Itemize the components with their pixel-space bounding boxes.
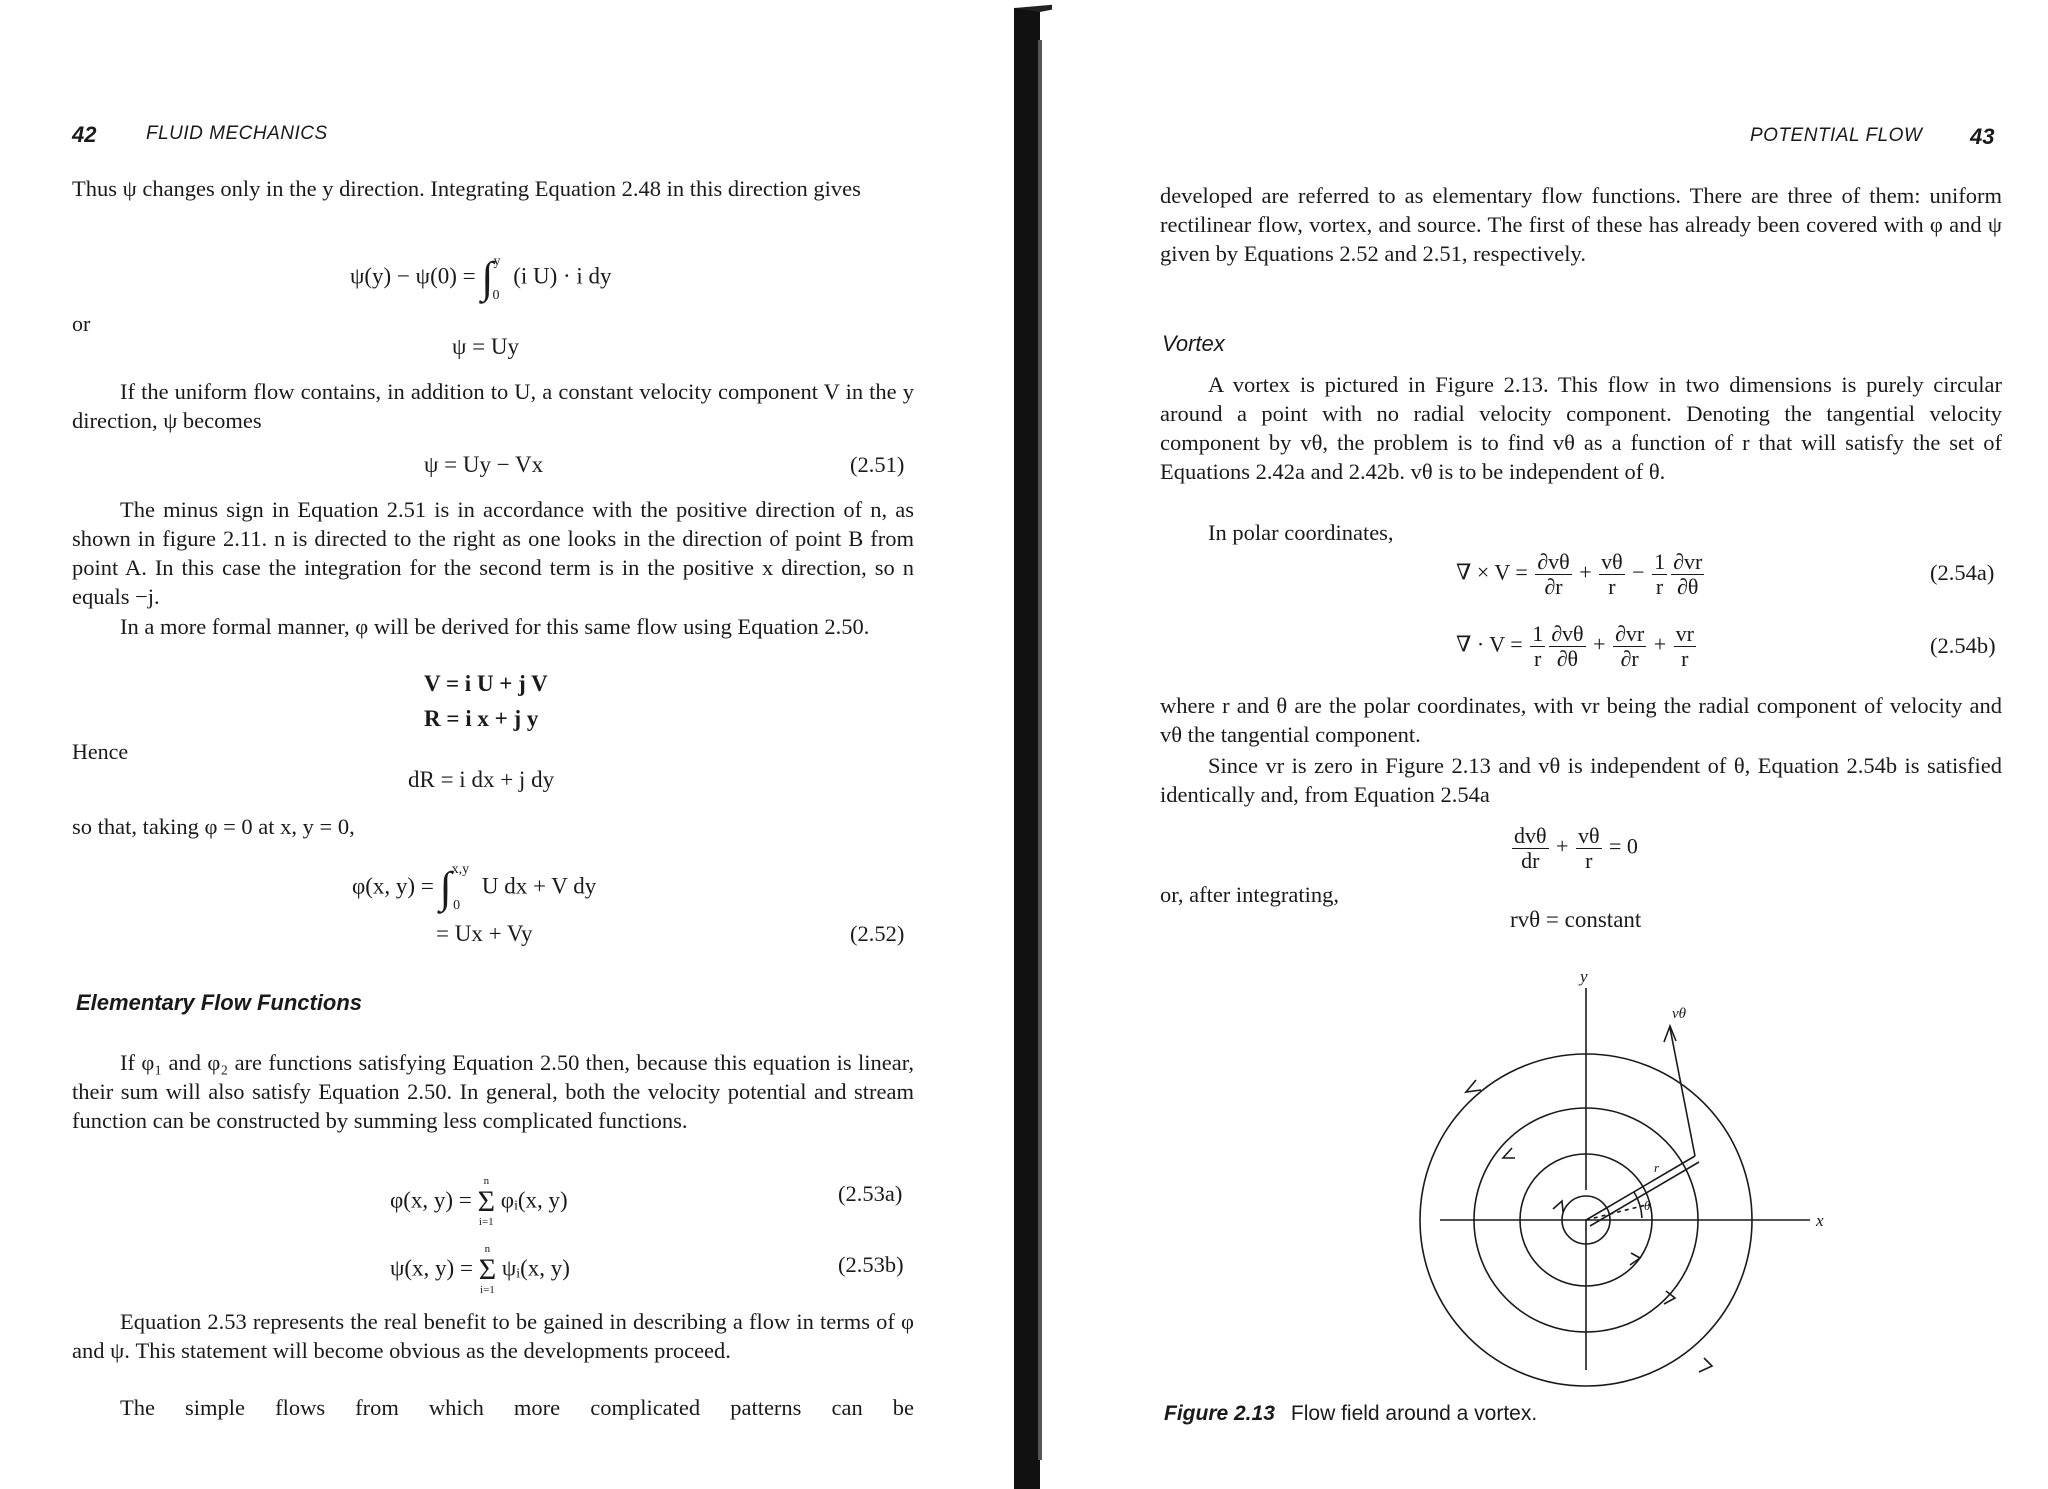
paragraph: developed are referred to as elementary flow functions. There are three of them: uniform rectilinear flow, vortex, and source. The first of these has already been covered with φ and ψ given by Equations 2.52 and 2.51, respectively. <box>1160 183 2002 266</box>
paragraph: If φ₁ and φ₂ are functions satisfying Equation 2.50 then, because this equation is linear, their sum will also satisfy Equation 2.50. In general, both the velocity potential and stream function can be constructed by summing less complicated functions. <box>72 1050 914 1133</box>
equation-number: (2.53a) <box>838 1181 903 1206</box>
flow-arrow <box>1664 1291 1675 1304</box>
equation: R = i x + j y <box>424 706 539 731</box>
flow-arrow <box>1699 1358 1712 1372</box>
running-title: POTENTIAL FLOW <box>1750 125 1923 146</box>
page-number: 43 <box>1970 124 1995 149</box>
paragraph: Equation 2.53 represents the real benefit to be gained in describing a flow in terms of φ and ψ. This statement will become obvious as the developments proceed. <box>72 1309 914 1363</box>
paragraph: If the uniform flow contains, in addition to U, a constant velocity component V in the y direction, ψ becomes <box>72 379 914 433</box>
velocity-label: vθ <box>1672 1006 1687 1022</box>
flow-arrow <box>1553 1201 1563 1212</box>
equation: rvθ = constant <box>1510 907 1642 932</box>
connector-word: Hence <box>72 739 129 764</box>
paragraph: Thus ψ changes only in the y direction. Integrating Equation 2.48 in this direction gives <box>72 176 861 201</box>
equation: ∇ · V = $\frac{1}{r}$ $\frac{\partial v\theta}{\partial\theta}$ + $\frac{\partial vr}{\partial r}$ + $\frac{vr}{r}$ <box>1456 621 1694 671</box>
axis-label-x: x <box>1816 1211 1824 1230</box>
figure-caption: Figure 2.13 Flow field around a vortex. <box>1164 1402 1538 1425</box>
angle-label: θ <box>1644 1198 1651 1213</box>
paragraph: In polar coordinates, <box>1208 520 1394 545</box>
equation: ψ(y) − ψ(0) = ∫$^y_0$ (i U) · i dy <box>350 253 612 303</box>
equation: $\frac{\text{dvθ}}{dr}$ + $\frac{v\theta}{r}$ = 0 <box>1514 823 1638 873</box>
connector-word: or <box>72 311 91 336</box>
equation-number: (2.54b) <box>1930 633 1996 658</box>
left-page <box>0 0 1000 1489</box>
equation: ∇ × V = $\frac{\partial v\theta}{\partial r}$ + $\frac{v\theta}{r}$ − $\frac{1}{r}$ $\frac{\partial vr}{\partial\theta}$ <box>1456 549 1703 599</box>
equation-number: (2.54a) <box>1930 560 1995 585</box>
running-title: FLUID MECHANICS <box>146 123 328 144</box>
equation: ψ = Uy <box>452 334 519 359</box>
paragraph: A vortex is pictured in Figure 2.13. This flow in two dimensions is purely circular around a point with no radial velocity component. Denoting the tangential velocity component by vθ, the problem is to find vθ as a function of r that will satisfy the set of Equations 2.42a and 2.42b. vθ is to be independent of θ. <box>1160 372 2002 484</box>
equation-number: (2.53b) <box>838 1252 904 1277</box>
flow-arrow <box>1503 1148 1515 1158</box>
equation-number: (2.51) <box>850 452 905 477</box>
paragraph: where r and θ are the polar coordinates, with vr being the radial component of velocity and vθ the tangential component. <box>1160 693 2002 747</box>
equation-number: (2.52) <box>850 921 905 946</box>
equation: φ(x, y) = ∫$^{x,y}_0$ U dx + V dy <box>352 861 597 913</box>
page-number: 42 <box>72 122 97 147</box>
equation: ψ = Uy − Vx <box>424 452 544 477</box>
equation: = Ux + Vy <box>436 921 533 946</box>
radius-label: r <box>1654 1160 1660 1175</box>
radius-line-double <box>1590 1162 1699 1226</box>
equation: φ(x, y) = n Σ i=1 φᵢ(x, y) <box>390 1175 568 1228</box>
right-page <box>1040 0 2048 1489</box>
paragraph: so that, taking φ = 0 at x, y = 0, <box>72 814 355 839</box>
equation: ψ(x, y) = n Σ i=1 ψᵢ(x, y) <box>390 1243 570 1296</box>
vortex-figure <box>1360 960 1880 1410</box>
flow-arrow <box>1466 1080 1481 1092</box>
paragraph: The minus sign in Equation 2.51 is in accordance with the positive direction of n, as shown in figure 2.11. n is directed to the right as one looks in the direction of point B from point A. In this case the integration for the second term is in the positive x direction, so n equals −j. <box>72 497 914 609</box>
section-title: Elementary Flow Functions <box>76 990 363 1015</box>
equation: dR = i dx + j dy <box>408 767 555 792</box>
paragraph: Since vr is zero in Figure 2.13 and vθ is independent of θ, Equation 2.54b is satisfied identically and, from Equation 2.54a <box>1160 753 2002 807</box>
section-title: Vortex <box>1162 331 1225 356</box>
paragraph: The simple flows from which more complicated patterns can be <box>120 1395 914 1420</box>
paragraph: or, after integrating, <box>1160 882 1340 907</box>
axis-label-y: y <box>1580 967 1588 986</box>
equation: V = i U + j V <box>424 671 548 696</box>
paragraph: In a more formal manner, φ will be derived for this same flow using Equation 2.50. <box>120 614 870 639</box>
